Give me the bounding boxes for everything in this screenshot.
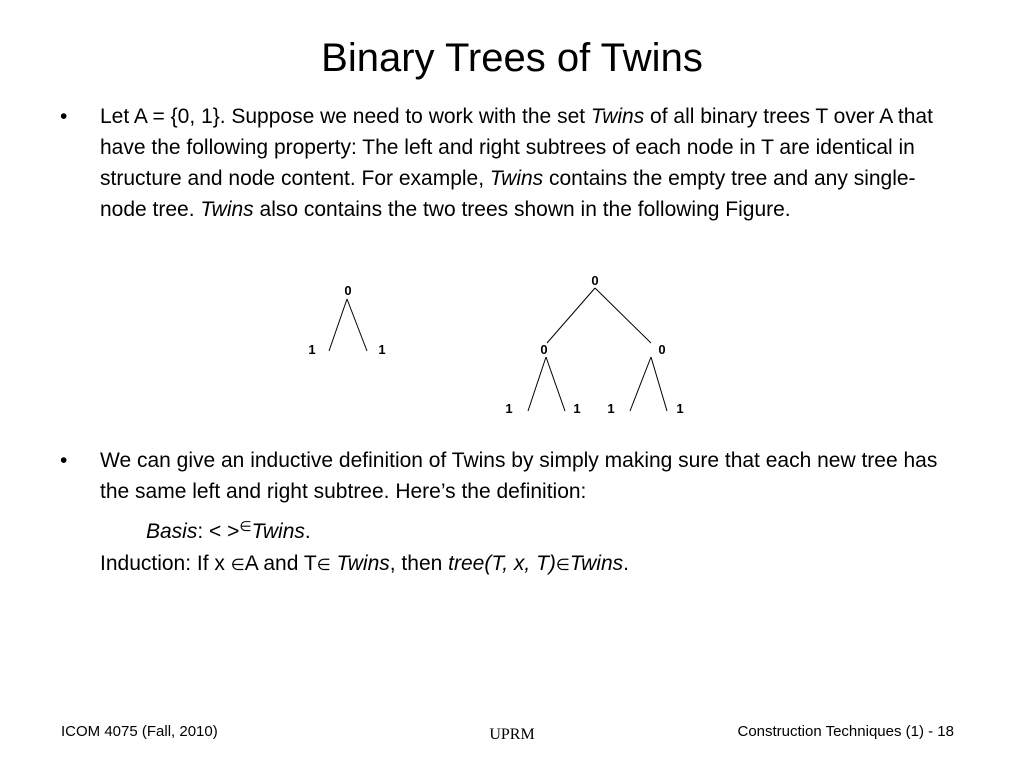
- element-of-symbol: ∈: [316, 557, 331, 574]
- text-run: .: [304, 520, 311, 543]
- text-run: : < >: [197, 520, 240, 543]
- bullet-glyph: •: [60, 449, 68, 472]
- slide-title: Binary Trees of Twins: [321, 36, 703, 80]
- tree-edge: [630, 357, 651, 411]
- tree-node: 0: [591, 273, 599, 288]
- text-run: Let A = {0, 1}. Suppose we need to work with the set: [100, 105, 591, 128]
- element-of-symbol: ∈: [239, 518, 252, 534]
- element-of-symbol: ∈: [555, 557, 570, 574]
- induction-line: [100, 548, 629, 581]
- text-run: of all binary trees T over A that have the following property: The left and right subtrees of each node in T are identical in structure and node content. For example,: [100, 105, 933, 190]
- footer-slide-number: Construction Techniques (1) - 18: [737, 723, 954, 740]
- tree-node: 1: [573, 401, 581, 416]
- tree-edge: [547, 288, 595, 343]
- twins-term: Twins: [569, 552, 624, 575]
- twins-term: Twins: [200, 198, 254, 221]
- bullet-text: We can give an inductive definition of Twins by simply making sure that each new tree has the same left and right subtree. Here’s the definition:: [100, 449, 938, 503]
- tree-edge: [595, 288, 651, 343]
- basis-label: Basis: [146, 520, 198, 543]
- tree-edge: [347, 299, 367, 351]
- tree-edge: [528, 357, 546, 411]
- twins-term: Twins: [489, 167, 544, 190]
- basis-line: [146, 511, 311, 547]
- footer-institution: UPRM: [489, 726, 535, 743]
- tree-node: 1: [308, 342, 316, 357]
- tree-node: 0: [344, 283, 352, 298]
- tree-node: 0: [658, 342, 666, 357]
- text-run: A and T: [244, 552, 317, 575]
- text-run: Induction: If x: [100, 552, 231, 575]
- twins-term: Twins: [251, 520, 305, 543]
- tree-edge: [546, 357, 565, 411]
- bullet-glyph: •: [60, 105, 68, 128]
- tree-node: 1: [607, 401, 615, 416]
- bullet-inductive: [60, 445, 960, 507]
- footer-course: ICOM 4075 (Fall, 2010): [61, 723, 218, 740]
- twins-term: Twins: [336, 552, 390, 575]
- tree-node: 0: [540, 342, 548, 357]
- text-run: also contains the two trees shown in the following Figure.: [253, 198, 791, 221]
- text-run: .: [623, 552, 629, 575]
- tree-edge: [651, 357, 667, 411]
- tree-node: 1: [505, 401, 513, 416]
- text-run: , then: [389, 552, 449, 575]
- text-run: contains the empty tree and any single-node tree.: [100, 167, 916, 221]
- tree-edge: [329, 299, 347, 351]
- element-of-symbol: ∈: [230, 557, 245, 574]
- twins-term: Twins: [590, 105, 645, 128]
- tree-expression: tree(T, x, T): [448, 552, 556, 575]
- tree-node: 1: [676, 401, 684, 416]
- tree-node: 1: [378, 342, 386, 357]
